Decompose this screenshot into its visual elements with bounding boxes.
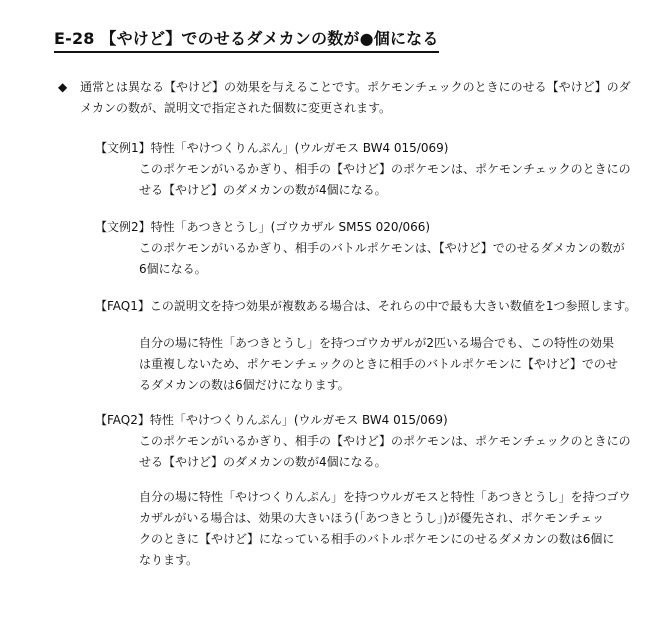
diamond-bullet-icon: ◆ — [58, 80, 68, 94]
example2-label: 【文例2】特性「あつきとうし」(ゴウカザル SM5S 020/066) — [95, 220, 431, 234]
faq1-line: は重複しないため、ポケモンチェックのときに相手のバトルポケモンに【やけど】でのせ — [139, 357, 618, 371]
example1-line: このポケモンがいるかぎり、相手の【やけど】のポケモンは、ポケモンチェックのときにの — [139, 162, 631, 176]
faq2-text — [139, 431, 631, 473]
example2-line: このポケモンがいるかぎり、相手のバトルポケモンは、【やけど】でのせるダメカンの数が — [139, 241, 625, 255]
faq2-answer-line: なります。 — [139, 553, 199, 567]
example2-text — [139, 238, 625, 280]
example1-text — [139, 159, 631, 201]
intro-paragraph — [80, 77, 631, 119]
faq2-answer-line: クのときに【やけど】になっている相手のバトルポケモンにのせるダメカンの数は6個に — [139, 532, 615, 546]
example1-line: せる【やけど】のダメカンの数が4個になる。 — [139, 183, 387, 197]
rule-heading: E-28 【やけど】でのせるダメカンの数が●個になる — [54, 27, 439, 53]
example2-line: 6個になる。 — [139, 262, 207, 276]
intro-line: 通常とは異なる【やけど】の効果を与えることです。ポケモンチェックのときにのせる【やけど】のダ — [80, 80, 631, 94]
example1-label: 【文例1】特性「やけつくりんぷん」(ウルガモス BW4 015/069) — [95, 141, 449, 155]
faq2-line: せる【やけど】のダメカンの数が4個になる。 — [139, 455, 387, 469]
faq1-line: 自分の場に特性「あつきとうし」を持つゴウカザルが2匹いる場合でも、この特性の効果 — [139, 336, 615, 350]
faq2-label: 【FAQ2】特性「やけつくりんぷん」(ウルガモス BW4 015/069) — [95, 413, 448, 427]
faq2-line: このポケモンがいるかぎり、相手の【やけど】のポケモンは、ポケモンチェックのときにの — [139, 434, 631, 448]
faq2-answer-line: カザルがいる場合は、効果の大きいほう(「あつきとうし」)が優先され、ポケモンチェッ — [139, 511, 605, 525]
intro-line: メカンの数が、説明文で指定された個数に変更されます。 — [80, 101, 392, 115]
faq2-answer-line: 自分の場に特性「やけつくりんぷん」を持つウルガモスと特性「あつきとうし」を持つゴウ — [139, 490, 631, 504]
faq1-label: 【FAQ1】この説明文を持つ効果が複数ある場合は、それらの中で最も大きい数値を1つ参照します。 — [95, 299, 637, 313]
faq1-line: るダメカンの数は6個だけになります。 — [139, 378, 350, 392]
faq1-text — [139, 333, 618, 396]
faq2-answer-text — [139, 487, 631, 571]
